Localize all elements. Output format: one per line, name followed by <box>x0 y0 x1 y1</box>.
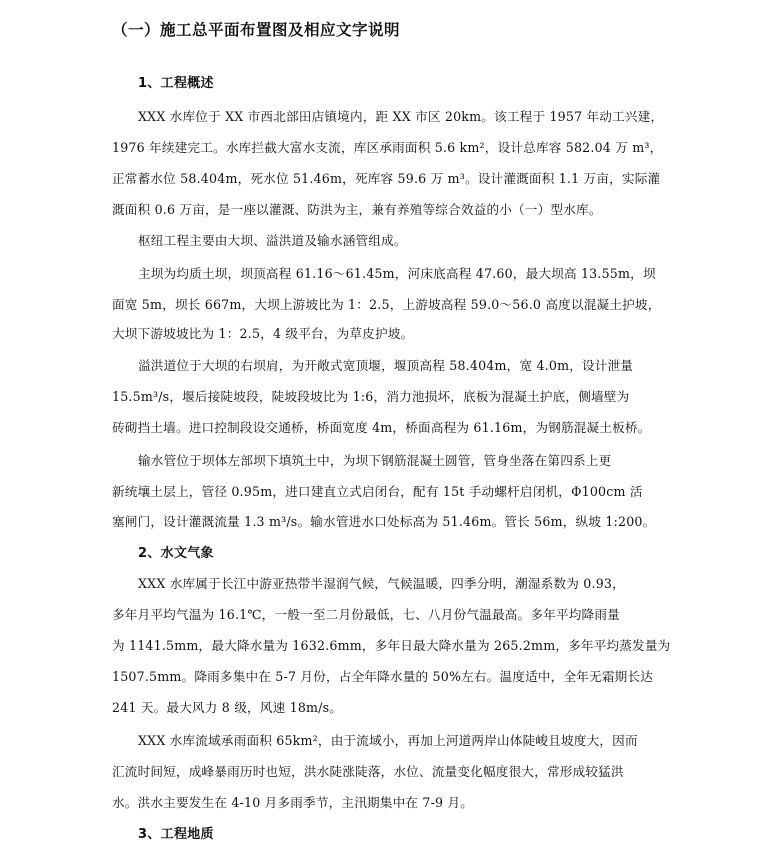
paragraph-line: XXX 水库属于长江中游亚热带半湿润气候，气候温暖，四季分明，潮湿系数为 0.93， <box>138 576 625 591</box>
page-title: （一）施工总平面布置图及相应文字说明 <box>112 21 401 39</box>
paragraph-line: XXX 水库位于 XX 市西北部田店镇境内，距 XX 市区 20km。该工程于 1957 年动工兴建， <box>138 109 664 124</box>
paragraph-line: 多年月平均气温为 16.1℃，一般一至二月份最低，七、八月份气温最高。多年平均降雨量 <box>112 607 620 622</box>
paragraph-line: 溉面积 0.6 万亩，是一座以灌溉、防洪为主，兼有养殖等综合效益的小（一）型水库。 <box>112 202 602 217</box>
paragraph-line: 面宽 5m，坝长 667m，大坝上游坡比为 1：2.5，上游坡高程 59.0～56.0 高度以混凝土护坡， <box>112 297 661 312</box>
paragraph-line: 241 天。最大风力 8 级，风速 18m/s。 <box>112 700 343 715</box>
paragraph-line: 为 1141.5mm，最大降水量为 1632.6mm，多年日最大降水量为 265.2mm，多年平均蒸发量为 <box>112 638 671 653</box>
paragraph-line: 输水管位于坝体左部坝下填筑土中，为坝下钢筋混凝土圆管，管身坐落在第四系上更 <box>138 453 612 468</box>
paragraph-line: 大坝下游坡坡比为 1：2.5，4 级平台，为草皮护坡。 <box>112 326 414 341</box>
section-heading: 3、工程地质 <box>138 827 214 842</box>
paragraph-line: 枢纽工程主要由大坝、溢洪道及输水涵管组成。 <box>138 233 407 248</box>
paragraph-line: 塞闸门，设计灌溉流量 1.3 m³/s。输水管进水口处标高为 51.46m。管长 56m，纵坡 1:200。 <box>112 514 656 529</box>
paragraph-line: 新统壤土层上，管径 0.95m，进口建直立式启闭台，配有 15t 手动螺杆启闭机，Φ100cm 活 <box>112 484 643 499</box>
paragraph-line: 溢洪道位于大坝的右坝肩，为开敞式宽顶堰，堰顶高程 58.404m，宽 4.0m，设计泄量 <box>138 358 634 373</box>
paragraph-line: 15.5m³/s，堰后接陡坡段，陡坡段坡比为 1:6，消力池损坏，底板为混凝土护底，侧墙壁为 <box>112 389 630 404</box>
paragraph-line: 1507.5mm。降雨多集中在 5-7 月份，占全年降水量的 50%左右。温度适中，全年无霜期长达 <box>112 669 654 684</box>
paragraph-line: 水。洪水主要发生在 4-10 月多雨季节，主汛期集中在 7-9 月。 <box>112 795 474 810</box>
paragraph-line: XXX 水库流域承雨面积 65km²，由于流域小，再加上河道两岸山体陡峻且坡度大，因而 <box>138 733 638 748</box>
paragraph-line: 1976 年续建完工。水库拦截大富水支流，库区承雨面积 5.6 km²，设计总库容 582.04 万 m³， <box>112 140 663 155</box>
section-heading: 1、工程概述 <box>138 76 214 91</box>
paragraph-line: 汇流时间短，成峰暴雨历时也短，洪水陡涨陡落，水位、流量变化幅度很大，常形成较猛洪 <box>112 764 624 779</box>
paragraph-line: 砖砌挡土墙。进口控制段设交通桥，桥面宽度 4m，桥面高程为 61.16m，为钢筋混凝土板桥。 <box>112 420 651 435</box>
paragraph-line: 正常蓄水位 58.404m，死水位 51.46m，死库容 59.6 万 m³。设计灌溉面积 1.1 万亩，实际灌 <box>112 171 661 186</box>
paragraph-line: 主坝为均质土坝，坝顶高程 61.16～61.45m，河床底高程 47.60，最大坝高 13.55m，坝 <box>138 266 656 281</box>
section-heading: 2、水文气象 <box>138 546 214 561</box>
